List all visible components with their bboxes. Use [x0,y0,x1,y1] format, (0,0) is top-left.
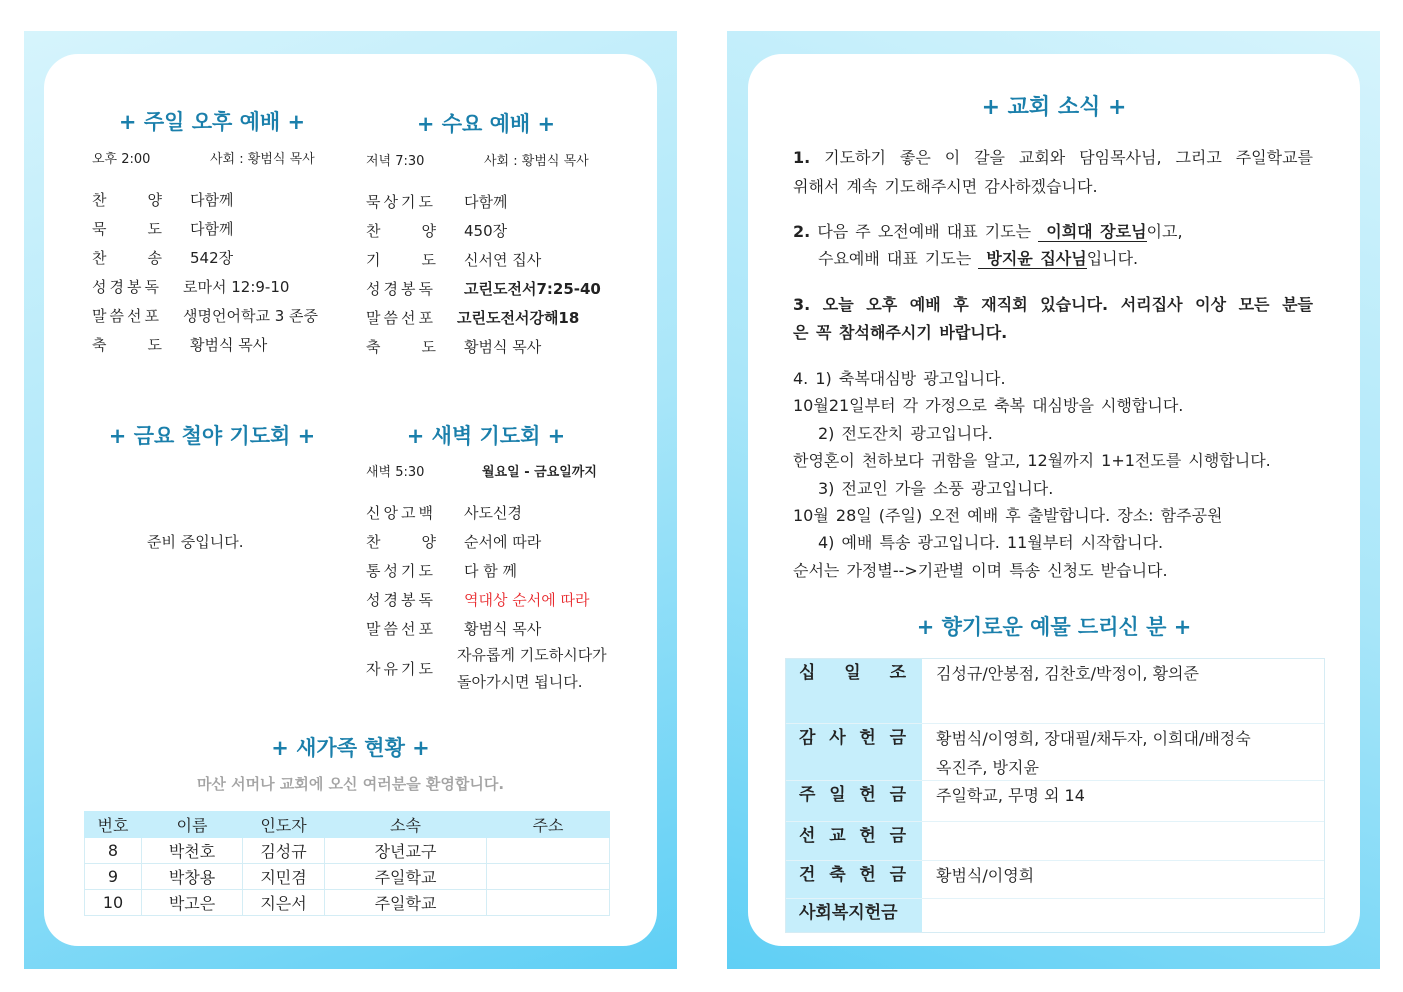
donor-line: 황범식/이영희 [936,866,1035,885]
news-item-2 [793,218,1313,272]
order-row [92,244,318,273]
column-header-number: 번호 [85,812,142,838]
sunday-afternoon-schedule [92,151,315,169]
news-text: 수요예배 대표 기도는 [818,249,972,268]
wednesday-schedule [366,153,589,171]
cell-address [487,838,610,864]
order-row [366,275,601,304]
order-label: 찬 양 [366,222,439,240]
offering-donors [922,899,936,932]
column-header-name: 이름 [142,812,243,838]
news-text: 기도하기 좋은 이 갈을 교회와 담임목사님, 그리고 주일학교를 [824,148,1313,167]
order-row [366,188,601,217]
dawn-prayer-order [366,499,607,697]
offering-donors [922,781,1085,821]
offering-row [786,659,1324,723]
order-row [366,615,607,644]
service-time: 오후 2:00 [92,152,151,167]
cell-number: 8 [85,838,142,864]
order-value: 고린도전서강해18 [457,309,580,327]
offering-type: 감 사 헌 금 [786,724,922,780]
news-line: 은 꼭 참석해주시기 바랍니다. [793,323,1008,342]
donor-line: 황범식/이영희, 장대필/채두자, 이희대/배정숙 [936,729,1251,748]
order-label: 말씀선포 [366,309,436,327]
offerings-heading: + 향기로운 예물 드리신 분 + [916,615,1192,639]
dawn-prayer-schedule [366,464,597,482]
sunday-afternoon-order [92,186,318,360]
church-news-heading: + 교회 소식 + [981,95,1127,120]
service-host: 사회 : 황범식 목사 [484,154,589,169]
cell-name: 박고은 [142,890,243,916]
order-label: 성경봉독 [92,278,162,296]
friday-prayer-heading: + 금요 철야 기도회 + [108,424,316,448]
cell-guide: 김성규 [243,838,325,864]
news-item-3 [793,291,1313,347]
order-value: 다함께 [190,220,234,238]
news-line [793,143,1313,172]
offering-donors [922,861,1034,898]
cell-group: 주일학교 [325,864,487,890]
order-row [366,217,601,246]
order-value: 신서연 집사 [464,251,542,269]
order-label: 성경봉독 [366,280,436,298]
order-label: 신앙고백 [366,504,436,522]
offering-donors [922,724,1251,780]
order-value: 로마서 12:9-10 [183,278,290,296]
order-row [366,333,601,362]
order-row [366,586,607,615]
order-value: 황범식 목사 [190,336,268,354]
order-label: 통성기도 [366,562,436,580]
news-line: 3. 오늘 오후 예배 후 재직회 있습니다. 서리집사 이상 모든 분들 [793,295,1313,314]
news-text: 이고, [1146,222,1183,241]
service-days: 월요일 - 금요일까지 [482,465,597,480]
order-label: 찬 송 [92,249,165,267]
order-row-free-prayer [366,641,607,697]
order-label: 말씀선포 [366,620,436,638]
offering-type: 건 축 헌 금 [786,861,922,898]
left-page [44,54,657,946]
order-value: 고린도전서7:25-40 [464,280,601,298]
news-number: 2. [793,222,811,241]
order-value: 450장 [464,222,508,240]
news-line: 4. 1) 축복대심방 광고입니다. [793,369,1006,388]
right-page [748,54,1360,946]
new-family-welcome: 마산 서머나 교회에 오신 여러분을 환영합니다. [196,775,505,793]
donor-line: 옥진주, 방지윤 [936,758,1039,777]
news-line: 3) 전교인 가을 소풍 광고입니다. [818,478,1054,498]
cell-name: 박천호 [142,838,243,864]
news-line: 위해서 계속 기도해주시면 감사하겠습니다. [793,177,1098,196]
order-row [366,528,607,557]
news-line [793,245,1313,272]
offering-row [786,723,1324,780]
order-label: 찬 양 [366,533,439,551]
free-prayer-text [457,642,607,696]
donor-line: 주일학교, 무명 외 14 [936,786,1085,805]
donor-line: 김성규/안봉점, 김찬호/박정이, 황의준 [936,664,1199,683]
order-label: 말씀선포 [92,307,162,325]
offering-type: 선 교 헌 금 [786,822,922,860]
wednesday-service-heading: + 수요 예배 + [416,112,556,136]
cell-address [487,890,610,916]
order-row [366,246,601,275]
cell-number: 9 [85,864,142,890]
news-text: 입니다. [1086,249,1139,268]
news-line: 10월21일부터 각 가정으로 축복 대심방을 시행합니다. [793,396,1184,416]
service-host: 사회 : 황범식 목사 [210,152,315,167]
order-label: 묵상기도 [366,193,436,211]
order-value: 황범식 목사 [464,338,542,356]
cell-group: 주일학교 [325,890,487,916]
order-label: 묵 도 [92,220,165,238]
prayer-leader-name: 방지윤 집사님 [978,249,1086,269]
cell-group: 장년교구 [325,838,487,864]
offering-donors [922,822,936,860]
order-value: 순서에 따라 [464,533,542,551]
order-value: 다 함 께 [464,562,518,580]
table-row [85,838,610,864]
offering-row [786,780,1324,821]
dawn-prayer-heading: + 새벽 기도회 + [406,424,566,448]
service-time: 저녁 7:30 [366,154,425,169]
news-line: 한영혼이 천하보다 귀함을 알고, 12월까지 1+1전도를 시행합니다. [793,451,1271,471]
cell-guide: 지민겸 [243,864,325,890]
table-header-row [85,812,610,838]
offering-row [786,898,1324,932]
order-label: 자유기도 [366,660,436,678]
order-label: 축 도 [366,338,439,356]
offering-type: 십 일 조 [786,659,922,723]
free-prayer-line: 돌아가시면 됩니다. [457,673,583,691]
cell-guide: 지은서 [243,890,325,916]
order-row [92,186,318,215]
order-label: 찬 양 [92,191,165,209]
news-number: 1. [793,148,811,167]
news-item-1 [793,143,1313,201]
news-item-4 [793,365,1313,584]
cell-name: 박창용 [142,864,243,890]
order-row [92,215,318,244]
wednesday-order [366,188,601,362]
order-value: 다함께 [190,191,234,209]
order-row [366,499,607,528]
news-line [793,218,1313,245]
offering-type: 주 일 헌 금 [786,781,922,821]
offering-row [786,821,1324,860]
column-header-address: 주소 [487,812,610,838]
table-row [85,890,610,916]
order-label: 기 도 [366,251,439,269]
order-value: 생명언어학교 3 존중 [183,307,319,325]
order-label: 축 도 [92,336,165,354]
sunday-afternoon-service-heading: + 주일 오후 예배 + [118,110,306,134]
offerings-table [785,658,1325,933]
cell-address [487,864,610,890]
friday-prayer-note: 준비 중입니다. [147,533,244,551]
news-line: 2) 전도잔치 광고입니다. [818,423,993,443]
order-row [92,331,318,360]
news-text: 다음 주 오전예배 대표 기도는 [817,222,1032,241]
offering-donors [922,659,1199,723]
free-prayer-line: 자유롭게 기도하시다가 [457,646,607,664]
order-row [366,304,601,333]
order-row [366,557,607,586]
order-value: 황범식 목사 [464,620,542,638]
order-value-highlight: 역대상 순서에 따라 [464,591,590,609]
new-family-table [84,811,610,916]
order-label: 성경봉독 [366,591,436,609]
new-family-heading: + 새가족 현황 + [271,736,430,760]
cell-number: 10 [85,890,142,916]
table-row [85,864,610,890]
order-row [92,302,318,331]
news-line: 순서는 가정별-->기관별 이며 특송 신청도 받습니다. [793,560,1168,580]
news-line: 4) 예배 특송 광고입니다. 11월부터 시작합니다. [818,533,1164,553]
column-header-guide: 인도자 [243,812,325,838]
offering-type: 사회복지헌금 [786,899,922,932]
column-header-group: 소속 [325,812,487,838]
offering-row [786,860,1324,898]
order-value: 다함께 [464,193,508,211]
order-value: 542장 [190,249,234,267]
service-time: 새벽 5:30 [366,465,425,480]
order-row [92,273,318,302]
prayer-leader-name: 이희대 장로님 [1038,222,1146,242]
order-value: 사도신경 [464,504,522,522]
news-line: 10월 28일 (주일) 오전 예배 후 출발합니다. 장소: 함주공원 [793,505,1223,525]
